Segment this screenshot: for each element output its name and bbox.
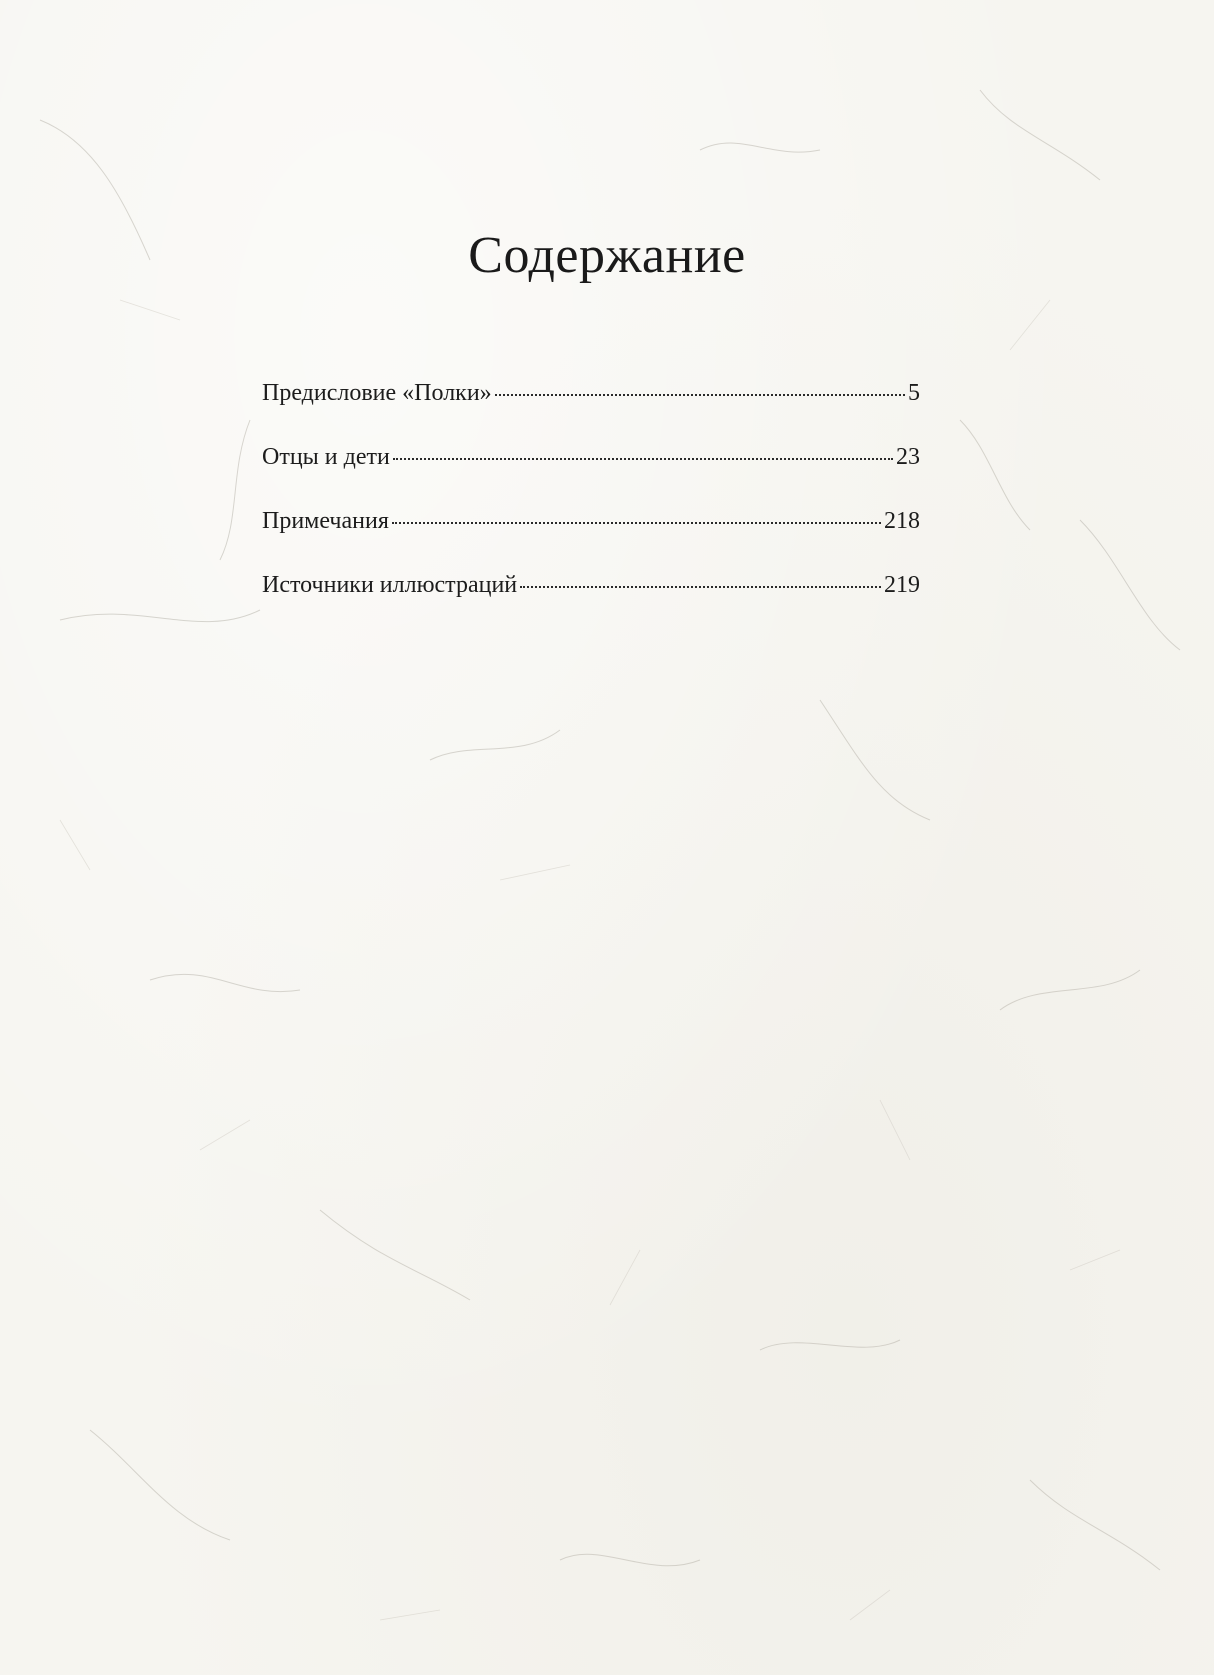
toc-entry-page: 219: [884, 572, 920, 598]
toc-dot-leader: [495, 394, 905, 396]
toc-dot-leader: [392, 522, 881, 524]
toc-dot-leader: [520, 586, 881, 588]
toc-entry-novel: [262, 444, 920, 508]
toc-dot-leader: [393, 458, 893, 460]
toc-entry-label: Источники иллюстраций: [262, 572, 518, 598]
toc-entry-page: 218: [884, 508, 920, 534]
toc-entry-preface: [262, 380, 920, 444]
page-title: Содержание: [468, 227, 746, 284]
toc-entry-label: Примечания: [262, 508, 389, 534]
toc-entry-page: 23: [896, 444, 920, 470]
toc-entry-page: 5: [908, 380, 920, 406]
table-of-contents: [262, 380, 920, 636]
toc-entry-notes: [262, 508, 920, 572]
toc-entry-label: Отцы и дети: [262, 444, 390, 470]
toc-entry-illustration-sources: [262, 572, 920, 636]
toc-entry-label: Предисловие «Полки»: [262, 380, 492, 406]
